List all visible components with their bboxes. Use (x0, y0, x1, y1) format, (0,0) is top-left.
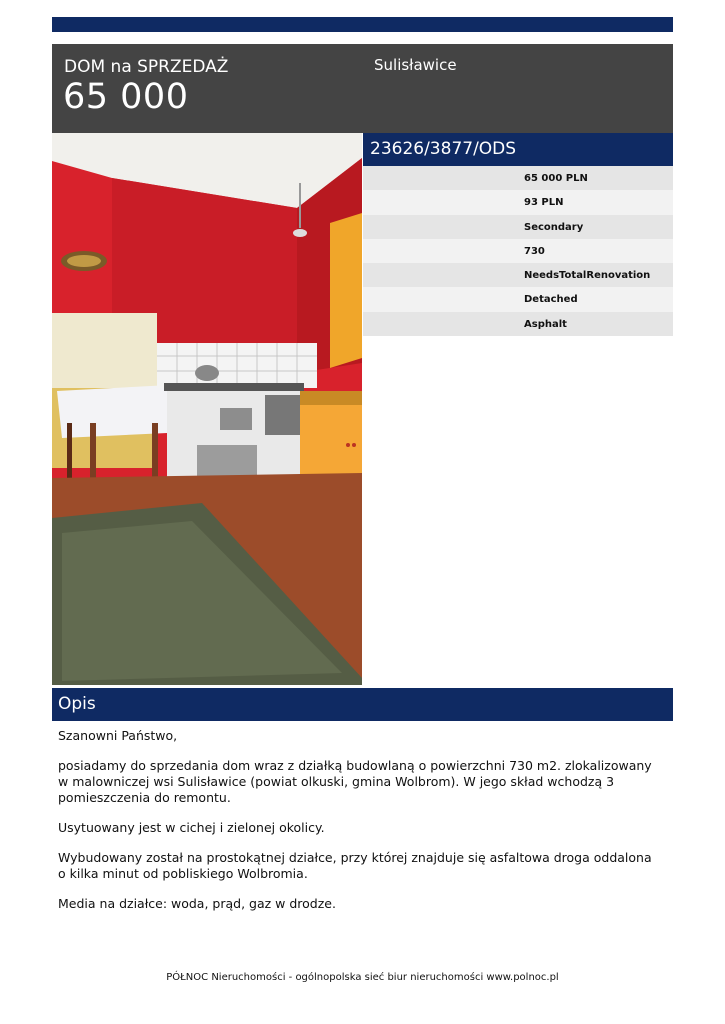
price-heading: 65 000 (63, 77, 189, 117)
listing-header (52, 44, 673, 133)
detail-value: Asphalt (524, 318, 567, 330)
detail-value: 65 000 PLN (524, 173, 588, 184)
description-paragraph: Wybudowany został na prostokątnej działce, przy której znajduje się asfaltowa droga oddalona o kilka minut od pobliskiego Wolbromia. (58, 850, 652, 881)
description-heading: Opis (58, 694, 96, 714)
detail-value: Secondary (524, 221, 584, 233)
description-paragraph: Usytuowany jest w cichej i zielonej okolicy. (58, 820, 325, 835)
detail-value: Detached (524, 294, 578, 306)
reference-number-bar (363, 133, 673, 166)
city-label: Sulisławice (374, 56, 457, 74)
detail-row-plot-area (363, 239, 673, 263)
detail-row-access-road (363, 312, 673, 336)
description-paragraph: Szanowni Państwo, (58, 728, 178, 743)
kitchen-photo-illustration (52, 133, 362, 685)
description-body (58, 728, 663, 926)
property-details-table (363, 166, 673, 336)
detail-row-price-per-m2 (363, 190, 673, 214)
detail-value: NeedsTotalRenovation (524, 270, 651, 282)
property-type-label: DOM na SPRZEDAŻ (64, 57, 229, 77)
top-accent-bar (52, 17, 673, 32)
property-photo (52, 133, 362, 685)
description-paragraph: posiadamy do sprzedania dom wraz z działką budowlaną o powierzchni 730 m2. zlokalizowany w malowniczej wsi Sulisławice (powiat olkuski, gmina Wolbrom). W jego skład wchodzą 3 pomieszczenia do remontu. (58, 758, 652, 805)
detail-value: 730 (524, 245, 545, 257)
page-footer: PÓŁNOC Nieruchomości - ogólnopolska sieć biur nieruchomości www.polnoc.pl (166, 972, 559, 983)
detail-row-condition (363, 263, 673, 287)
detail-row-building-type (363, 287, 673, 311)
description-paragraph: Media na działce: woda, prąd, gaz w drodze. (58, 896, 336, 911)
description-heading-bar (52, 688, 673, 721)
reference-number: 23626/3877/ODS (370, 139, 517, 159)
detail-row-market (363, 215, 673, 239)
detail-row-price (363, 166, 673, 190)
detail-value: 93 PLN (524, 197, 564, 209)
